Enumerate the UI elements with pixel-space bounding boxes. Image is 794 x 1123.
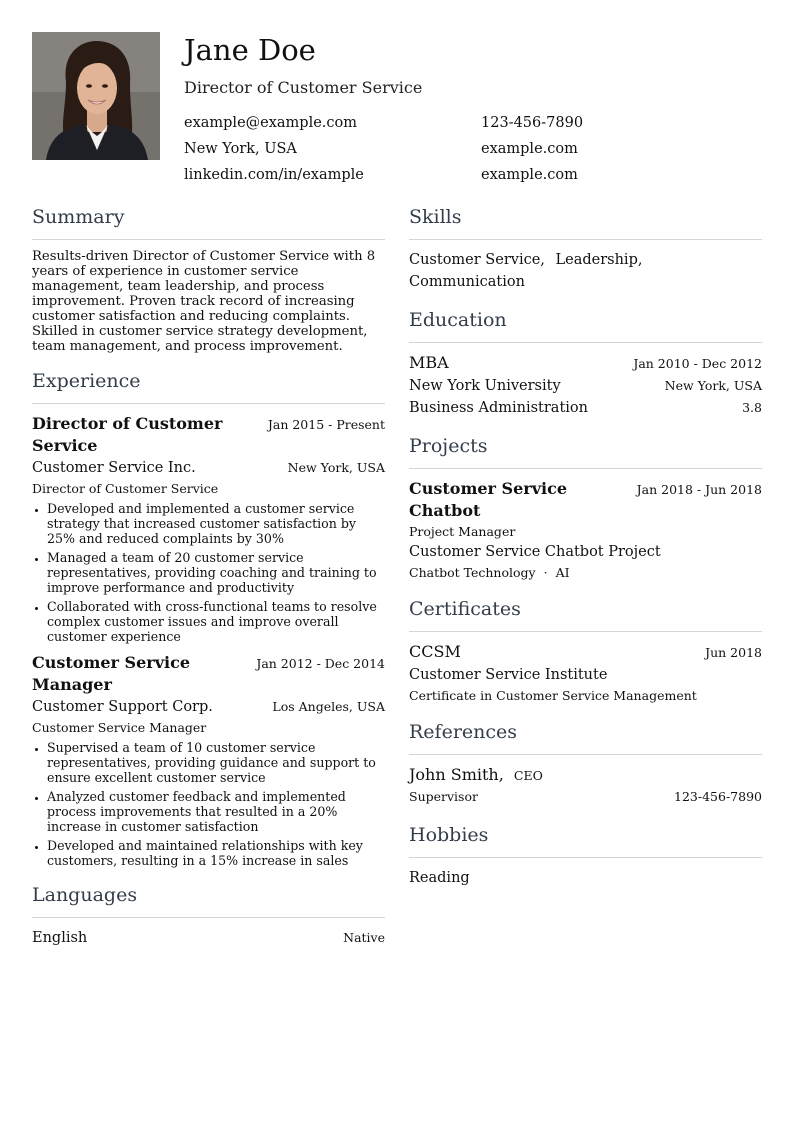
experience-summary: Director of Customer Service (32, 481, 219, 496)
education-school: New York University (409, 378, 561, 394)
bullet-item: • Analyzed customer feedback and implemented process improvements that resulted in a 20% increase in customer satisfaction (47, 789, 385, 834)
languages-heading: Languages (32, 882, 385, 918)
skill-item: Leadership, (555, 252, 643, 268)
references-heading: References (409, 719, 762, 755)
location-text: New York, USA (184, 141, 297, 157)
right-column (409, 204, 762, 903)
bullet-item: • Supervised a team of 10 customer service representatives, providing guidance and support to ensure excellent customer service (47, 740, 385, 785)
project-keyword: Chatbot Technology (409, 565, 536, 580)
project-name: Customer Service Chatbot (409, 479, 568, 520)
profile-photo (32, 32, 160, 160)
experience-section (32, 368, 385, 868)
experience-bullets (32, 501, 385, 644)
education-gpa: 3.8 (742, 400, 762, 415)
education-section (409, 307, 762, 419)
bullet-item: • Developed and maintained relationships with key customers, resulting in a 15% increase in sales (47, 838, 385, 868)
bullet-item: • Developed and implemented a customer service strategy that increased customer satisfaction by 25% and reduced complaints by 30% (47, 501, 385, 546)
experience-date: Jan 2012 - Dec 2014 (256, 656, 385, 671)
website-link-2[interactable]: example.com (481, 167, 578, 183)
education-degree: MBA (409, 353, 449, 372)
certificate-name: CCSM (409, 642, 461, 661)
portrait-illustration (32, 32, 160, 160)
skills-section (409, 204, 762, 293)
skills-heading: Skills (409, 204, 762, 240)
education-heading: Education (409, 307, 762, 343)
reference-phone[interactable]: 123-456-7890 (674, 789, 762, 804)
certificate-description: Certificate in Customer Service Management (409, 688, 697, 703)
hobbies-section (409, 822, 762, 889)
skill-item: Communication (409, 274, 525, 290)
language-item (32, 927, 385, 949)
experience-summary: Customer Service Manager (32, 720, 207, 735)
references-section (409, 719, 762, 808)
hobby-item: Reading (409, 870, 470, 886)
experience-position: Customer Service Manager (32, 653, 191, 694)
projects-heading: Projects (409, 433, 762, 469)
certificate-issuer: Customer Service Institute (409, 667, 608, 683)
phone-link[interactable]: 123-456-7890 (481, 115, 584, 131)
projects-section (409, 433, 762, 582)
experience-location: Los Angeles, USA (272, 699, 385, 714)
experience-item (32, 652, 385, 868)
experience-heading: Experience (32, 368, 385, 404)
summary-section (32, 204, 385, 354)
experience-date: Jan 2015 - Present (267, 417, 385, 432)
reference-role: CEO (513, 768, 543, 783)
reference-name: John Smith, (409, 765, 504, 784)
experience-company: Customer Service Inc. (32, 460, 196, 476)
skills-list (409, 249, 762, 293)
project-role: Project Manager (409, 524, 516, 539)
certificates-heading: Certificates (409, 596, 762, 632)
language-level: Native (343, 930, 385, 945)
languages-section (32, 882, 385, 949)
education-location: New York, USA (664, 378, 762, 393)
experience-position: Director of Customer Service (32, 414, 223, 455)
certificate-date: Jun 2018 (705, 645, 762, 660)
website-link[interactable]: example.com (481, 141, 578, 157)
experience-company: Customer Support Corp. (32, 699, 213, 715)
bullet-item: • Collaborated with cross-functional teams to resolve complex customer issues and improve overall customer experience (47, 599, 385, 644)
left-column (32, 204, 385, 963)
education-date: Jan 2010 - Dec 2012 (633, 356, 762, 371)
education-field: Business Administration (409, 400, 588, 416)
project-date: Jan 2018 - Jun 2018 (636, 482, 762, 497)
experience-item (32, 413, 385, 644)
summary-heading: Summary (32, 204, 385, 240)
project-keywords: Chatbot Technology · AI (409, 565, 570, 580)
project-keyword: AI (555, 565, 570, 580)
summary-text: Results-driven Director of Customer Service with 8 years of experience in customer service management, team leadership, and process improvement. Proven track record of increasing customer satisfaction and reducing complaints. Skilled in customer service strategy development, team management, and process improvement. (32, 249, 376, 354)
experience-bullets (32, 740, 385, 868)
reference-relation: Supervisor (409, 789, 478, 804)
skill-item: Customer Service, (409, 252, 545, 268)
email-link[interactable]: example@example.com (184, 115, 358, 131)
hobbies-heading: Hobbies (409, 822, 762, 858)
certificates-section (409, 596, 762, 705)
language-name: English (32, 930, 88, 946)
linkedin-link[interactable]: linkedin.com/in/example (184, 167, 364, 183)
headline: Director of Customer Service (184, 78, 423, 97)
bullet-item: • Managed a team of 20 customer service representatives, providing coaching and training to improve performance and productivity (47, 550, 385, 595)
experience-location: New York, USA (287, 460, 385, 475)
project-description: Customer Service Chatbot Project (409, 544, 661, 560)
person-name: Jane Doe (184, 33, 316, 67)
